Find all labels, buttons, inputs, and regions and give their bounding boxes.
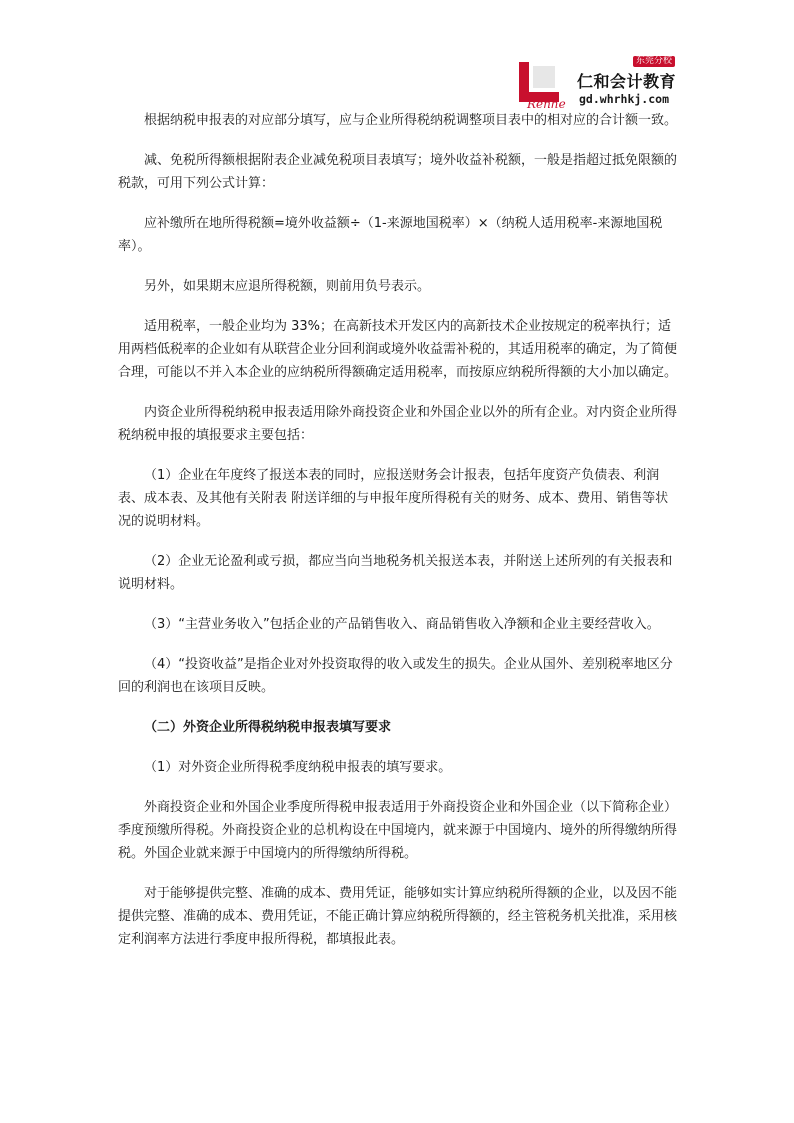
- document-body: [118, 109, 678, 951]
- paragraph: 另外，如果期末应退所得税额，则前用负号表示。: [144, 279, 431, 294]
- renhe-logo-icon: [519, 62, 571, 110]
- paragraph: 外商投资企业和外国企业季度所得税申报表适用于外商投资企业和外国企业（以下简称企业）季度预缴所得税。外商投资企业的总机构设在中国境内，就来源于中国境内、境外的所得缴纳所得税。外国企业就来源于中国境内的所得缴纳所得税。: [118, 800, 678, 861]
- brand-name: 仁和会计教育: [577, 72, 677, 91]
- paragraph: 内资企业所得税纳税申报表适用除外商投资企业和外国企业以外的所有企业。对内资企业所得税纳税申报的填报要求主要包括：: [118, 405, 678, 443]
- paragraph: 减、免税所得额根据附表企业减免税项目表填写；境外收益补税额，一般是指超过抵免限额的税款，可用下列公式计算：: [118, 153, 678, 191]
- branch-badge: 东莞分校: [633, 56, 675, 67]
- brand-logo: [519, 56, 679, 112]
- formula-paragraph: 应补缴所在地所得税额=境外收益额÷（1-来源地国税率）×（纳税人适用税率-来源地国税率）。: [118, 216, 663, 254]
- logo-mark-text: Renhe: [527, 97, 566, 110]
- list-item: （2）企业无论盈利或亏损，都应当向当地税务机关报送本表，并附送上述所列的有关报表和说明材料。: [118, 554, 673, 592]
- list-item: （1）企业在年度终了报送本表的同时，应报送财务会计报表，包括年度资产负债表、利润表、成本表、及其他有关附表 附送详细的与申报年度所得税有关的财务、成本、费用、销售等状况的说明材料。: [118, 468, 669, 529]
- paragraph: 适用税率，一般企业均为 33%；在高新技术开发区内的高新技术企业按规定的税率执行；适用两档低税率的企业如有从联营企业分回利润或境外收益需补税的，其适用税率的确定，为了简便合理，可能以不并入本企业的应纳税所得额确定适用税率，而按原应纳税所得额的大小加以确定。: [118, 319, 678, 380]
- brand-url: gd.whrhkj.com: [579, 92, 670, 106]
- paragraph: 对于能够提供完整、准确的成本、费用凭证，能够如实计算应纳税所得额的企业，以及因不能提供完整、准确的成本、费用凭证，不能正确计算应纳税所得额的，经主管税务机关批准，采用核定利润率方法进行季度申报所得税，都填报此表。: [118, 886, 678, 947]
- paragraph: 根据纳税申报表的对应部分填写，应与企业所得税纳税调整项目表中的相对应的合计额一致。: [144, 113, 678, 128]
- list-item: （1）对外资企业所得税季度纳税申报表的填写要求。: [144, 760, 452, 775]
- list-item: （4）“投资收益”是指企业对外投资取得的收入或发生的损失。企业从国外、差别税率地区分回的利润也在该项目反映。: [118, 657, 673, 695]
- list-item: （3）“主营业务收入”包括企业的产品销售收入、商品销售收入净额和企业主要经营收入。: [144, 617, 660, 632]
- section-heading: （二）外资企业所得税纳税申报表填写要求: [144, 720, 392, 735]
